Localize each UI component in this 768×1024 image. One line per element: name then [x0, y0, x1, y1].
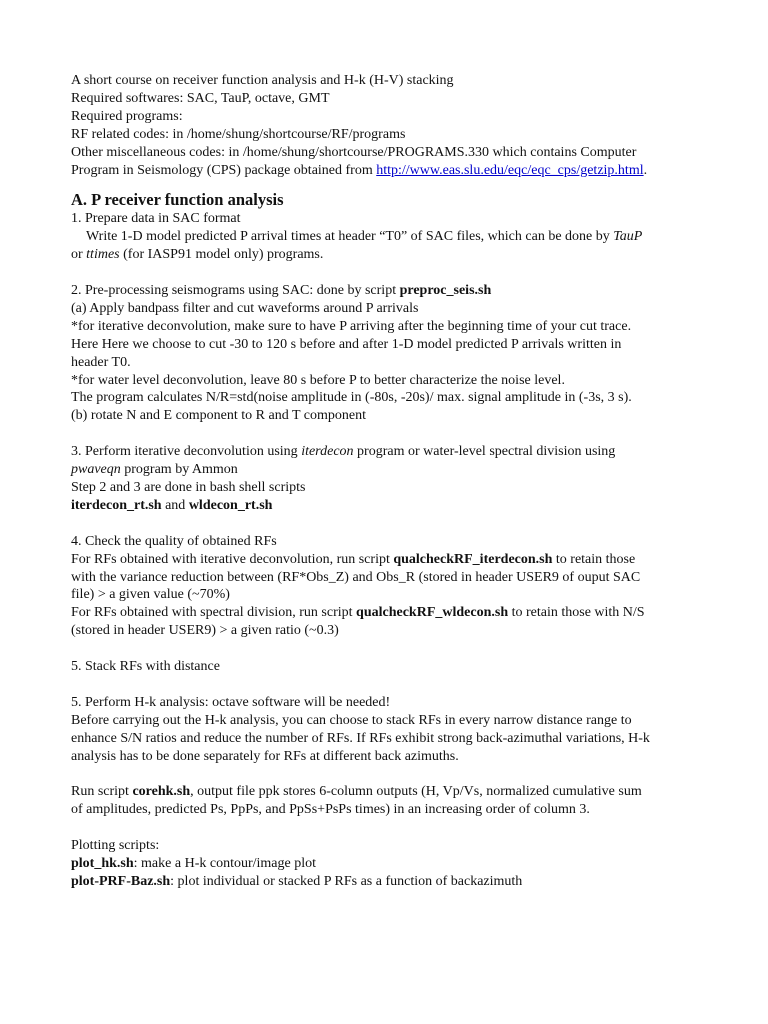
section-a-heading: A. P receiver function analysis [71, 190, 284, 210]
step3-line3: Step 2 and 3 are done in bash shell scripts [71, 480, 306, 495]
step4-text-b: to retain those [552, 551, 636, 567]
course-title: A short course on receiver function analysis and H-k (H-V) stacking [71, 73, 454, 88]
step2-a: (a) Apply bandpass filter and cut waveforms around P arrivals [71, 300, 419, 316]
step3-line4 [71, 497, 721, 515]
step2-title [71, 282, 721, 300]
rf-codes-path: RF related codes: in /home/shung/shortcourse/RF/programs [71, 126, 406, 142]
step2-iter-note-3: header T0. [71, 354, 131, 370]
step2-calc-note: The program calculates N/R=std(noise amplitude in (-80s, -20s)/ max. signal amplitude in (-3s, 3 s). [71, 390, 632, 406]
step2-iter-note-1: *for iterative deconvolution, make sure to have P arriving after the beginning time of your cut trace. [71, 318, 632, 334]
document-page [71, 72, 721, 891]
step4-text-d: to retain those with N/S [508, 605, 645, 621]
plot-hk-script: plot_hk.sh [71, 855, 134, 871]
step1-line2 [71, 246, 721, 264]
step2-water-note: *for water level deconvolution, leave 80 s before P to better characterize the noise level. [71, 372, 565, 388]
or-text: or [71, 247, 87, 263]
step3-ammon: program by Ammon [120, 462, 238, 478]
step3-line1 [71, 443, 721, 461]
required-programs: Required programs: [71, 108, 183, 124]
plotting-title: Plotting scripts: [71, 838, 160, 854]
ttimes-program: ttimes [86, 247, 120, 263]
step1-title: 1. Prepare data in SAC format [71, 211, 241, 227]
plot-hk-line [71, 855, 721, 873]
step3-text: 3. Perform iterative deconvolution using [71, 444, 302, 460]
step5-title: 5. Stack RFs with distance [71, 659, 220, 675]
and-text: and [161, 497, 189, 513]
plot-prf-baz-desc: : plot individual or stacked P RFs as a function of backazimuth [170, 873, 523, 889]
step4-line2: with the variance reduction between (RF*Obs_Z) and Obs_R (stored in header USER9 of ouput SAC [71, 569, 641, 585]
cps-source-text: Program in Seismology (CPS) package obtained from [71, 162, 377, 178]
step2-b: (b) rotate N and E component to R and T component [71, 408, 366, 424]
plot-prf-baz-script: plot-PRF-Baz.sh [71, 873, 171, 889]
run-text: Run script [71, 784, 133, 800]
run-line2: of amplitudes, predicted Ps, PpPs, and PpSs+PsPs times) in an increasing order of column 3. [71, 802, 590, 818]
run-text-b: , output file ppk stores 6-column outputs (H, Vp/Vs, normalized cumulative sum [190, 784, 642, 800]
misc-codes-path: Other miscellaneous codes: in /home/shung/shortcourse/PROGRAMS.330 which contains Computer [71, 144, 637, 160]
step4-text-c: For RFs obtained with spectral division, run script [71, 605, 357, 621]
iterdecon-program: iterdecon [301, 444, 354, 460]
period: . [643, 162, 648, 178]
step5b-line1: Before carrying out the H-k analysis, you can choose to stack RFs in every narrow distance range to [71, 712, 632, 728]
step2-text: 2. Pre-processing seismograms using SAC: done by script [71, 283, 400, 299]
step5b-line2: enhance S/N ratios and reduce the number of RFs. If RFs exhibit strong back-azimuthal variations, H-k [71, 730, 650, 746]
step3-text-b: program or water-level spectral division using [353, 444, 616, 460]
step1-text: Write 1-D model predicted P arrival times at header “T0” of SAC files, which can be done by [86, 229, 614, 245]
step2-iter-note-2: Here Here we choose to cut -30 to 120 s before and after 1-D model predicted P arrivals written in [71, 336, 622, 352]
step4-line3: file) > a given value (~70%) [71, 587, 230, 603]
step5b-title: 5. Perform H-k analysis: octave software will be needed! [71, 694, 391, 710]
corehk-script: corehk.sh [132, 784, 191, 800]
run-line1 [71, 783, 721, 801]
cps-download-link[interactable]: http://www.eas.slu.edu/eqc/eqc_cps/getzip.html [376, 162, 644, 178]
qualcheck-iterdecon-script: qualcheckRF_iterdecon.sh [393, 551, 553, 567]
pwaveqn-program: pwaveqn [71, 462, 121, 478]
step3-line2 [71, 461, 721, 479]
cps-source-line [71, 162, 721, 180]
step4-title: 4. Check the quality of obtained RFs [71, 533, 277, 549]
step4-line4 [71, 604, 721, 622]
step4-text: For RFs obtained with iterative deconvolution, run script [71, 551, 394, 567]
step1-line1 [71, 228, 721, 246]
step5b-line3: analysis has to be done separately for RFs at different back azimuths. [71, 748, 459, 764]
step4-line5: (stored in header USER9) > a given ratio (~0.3) [71, 623, 339, 639]
wldecon-script: wldecon_rt.sh [188, 497, 273, 513]
step4-line1 [71, 551, 721, 569]
iterdecon-script: iterdecon_rt.sh [71, 497, 162, 513]
plot-hk-desc: : make a H-k contour/image plot [133, 855, 316, 871]
qualcheck-wldecon-script: qualcheckRF_wldecon.sh [356, 605, 509, 621]
taup-program: TauP [613, 229, 643, 245]
step1-rest: (for IASP91 model only) programs. [119, 247, 324, 263]
plot-prf-baz-line [71, 873, 721, 891]
preproc-script: preproc_seis.sh [399, 283, 492, 299]
required-softwares: Required softwares: SAC, TauP, octave, GMT [71, 90, 330, 106]
